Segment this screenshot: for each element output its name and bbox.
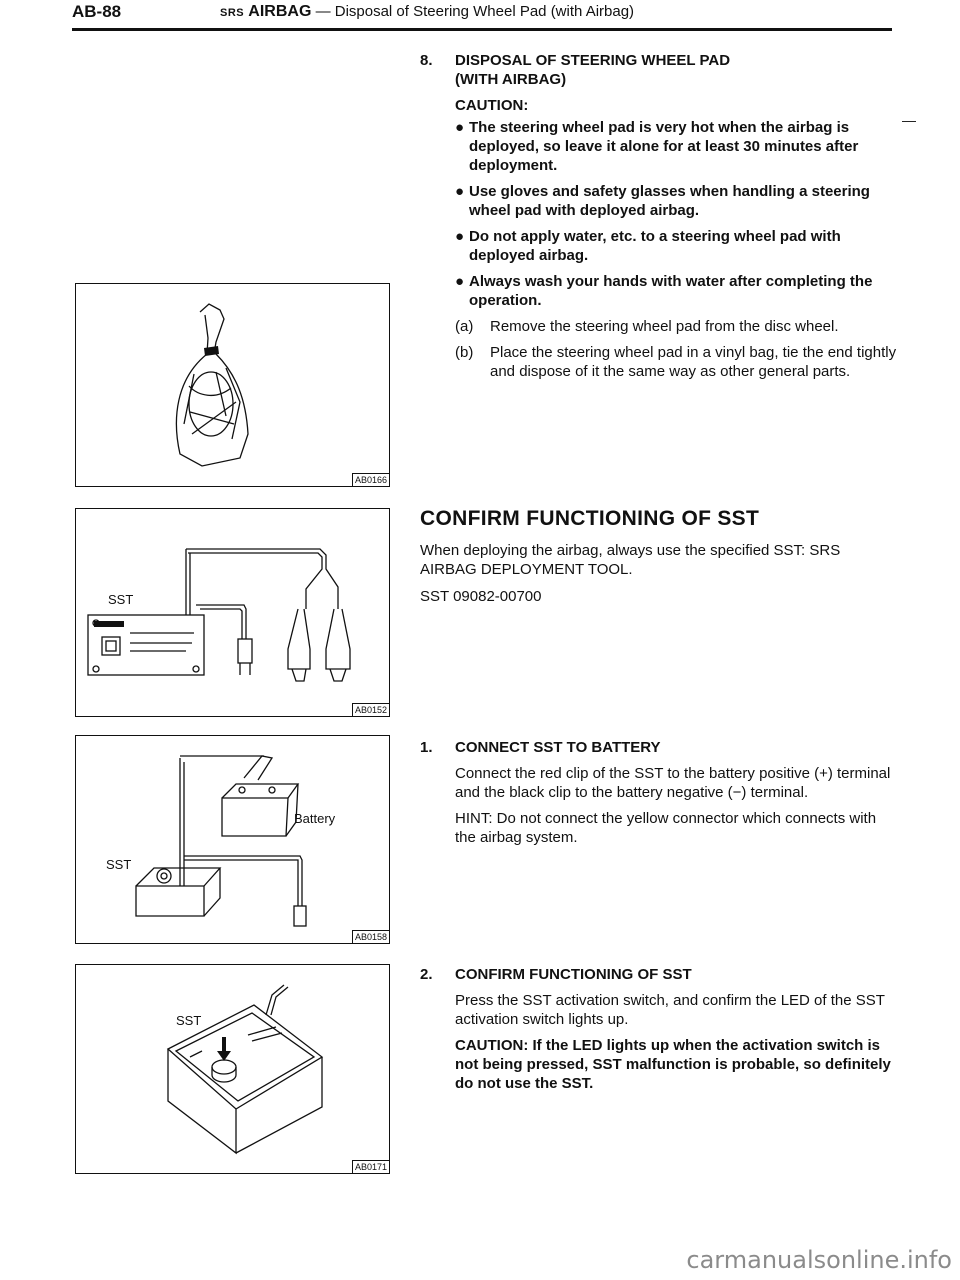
figure-code: AB0158 (352, 930, 389, 943)
battery-label: Battery (294, 811, 336, 826)
step2-heading: 2. CONFIRM FUNCTIONING OF SST (420, 966, 692, 983)
section-step1 (420, 738, 898, 847)
sst-battery-illustration (76, 736, 388, 942)
page-header (72, 2, 892, 32)
confirm-intro: When deploying the airbag, always use the specified SST: SRS AIRBAG DEPLOYMENT TOOL. (420, 542, 841, 578)
step2-body: Press the SST activation switch, and confirm the LED of the SST activation switch lights up. (455, 992, 885, 1028)
step-b: (b) Place the steering wheel pad in a vinyl bag, tie the end tightly and dispose of it the same way as other general parts. (455, 344, 897, 380)
figure-sst-battery (75, 735, 390, 944)
figure-bagged-pad (75, 283, 390, 487)
sst-label: SST (108, 592, 134, 607)
caution-bullet: ● Always wash your hands with water after completing the operation. (455, 273, 873, 309)
caution-bullet: ● The steering wheel pad is very hot when the airbag is deployed, so leave it alone for at least 30 minutes after deployment. (455, 119, 859, 174)
figure-sst-tool (75, 508, 390, 717)
step1-heading: 1. CONNECT SST TO BATTERY (420, 739, 661, 756)
section-heading (420, 51, 898, 89)
step1-hint: HINT: Do not connect the yellow connector which connects with the airbag system. (455, 810, 877, 846)
sst-tool-illustration (76, 509, 388, 715)
sst-label: SST (176, 1013, 202, 1028)
figure-code: AB0152 (352, 703, 389, 716)
step2-caution: CAUTION: If the LED lights up when the activation switch is not being pressed, SST malfunction is probable, so definitely do not use the SST. (455, 1037, 891, 1092)
airbag-label: AIRBAG (248, 3, 312, 20)
header-rule (72, 28, 892, 31)
bagged-pad-illustration (76, 284, 388, 485)
figure-code: AB0166 (352, 473, 389, 486)
step-list (420, 317, 898, 381)
confirm-heading: CONFIRM FUNCTIONING OF SST (420, 507, 760, 530)
caution-label: CAUTION: (455, 97, 529, 114)
caution-list (420, 118, 898, 310)
step1-body: Connect the red clip of the SST to the battery positive (+) terminal and the black clip to the battery negative (−) terminal. (455, 765, 891, 801)
stray-mark: — (902, 112, 916, 128)
press-arrow (217, 1037, 231, 1061)
watermark: carmanualsonline.info (686, 1246, 952, 1274)
section-step2 (420, 965, 898, 1093)
sst-number: SST 09082-00700 (420, 588, 542, 605)
figure-code: AB0171 (352, 1160, 389, 1173)
section-disposal (420, 51, 898, 388)
step-a: (a) Remove the steering wheel pad from the disc wheel. (455, 318, 839, 335)
caution-bullet: ● Do not apply water, etc. to a steering wheel pad with deployed airbag. (455, 228, 841, 264)
page-title (220, 3, 634, 21)
sst-label: SST (106, 857, 132, 872)
page-number: AB-88 (72, 2, 122, 21)
section-title-line2: (WITH AIRBAG) (455, 71, 567, 88)
sst-switch-illustration (76, 965, 388, 1172)
section-number: 8. (420, 52, 433, 69)
figure-sst-switch (75, 964, 390, 1174)
srs-label: SRS (220, 7, 245, 19)
caution-bullet: ● Use gloves and safety glasses when handling a steering wheel pad with deployed airbag. (455, 183, 870, 219)
title-rest: — Disposal of Steering Wheel Pad (with Airbag) (311, 3, 635, 20)
section-confirm (420, 509, 898, 606)
section-title-line1: DISPOSAL OF STEERING WHEEL PAD (455, 52, 731, 69)
